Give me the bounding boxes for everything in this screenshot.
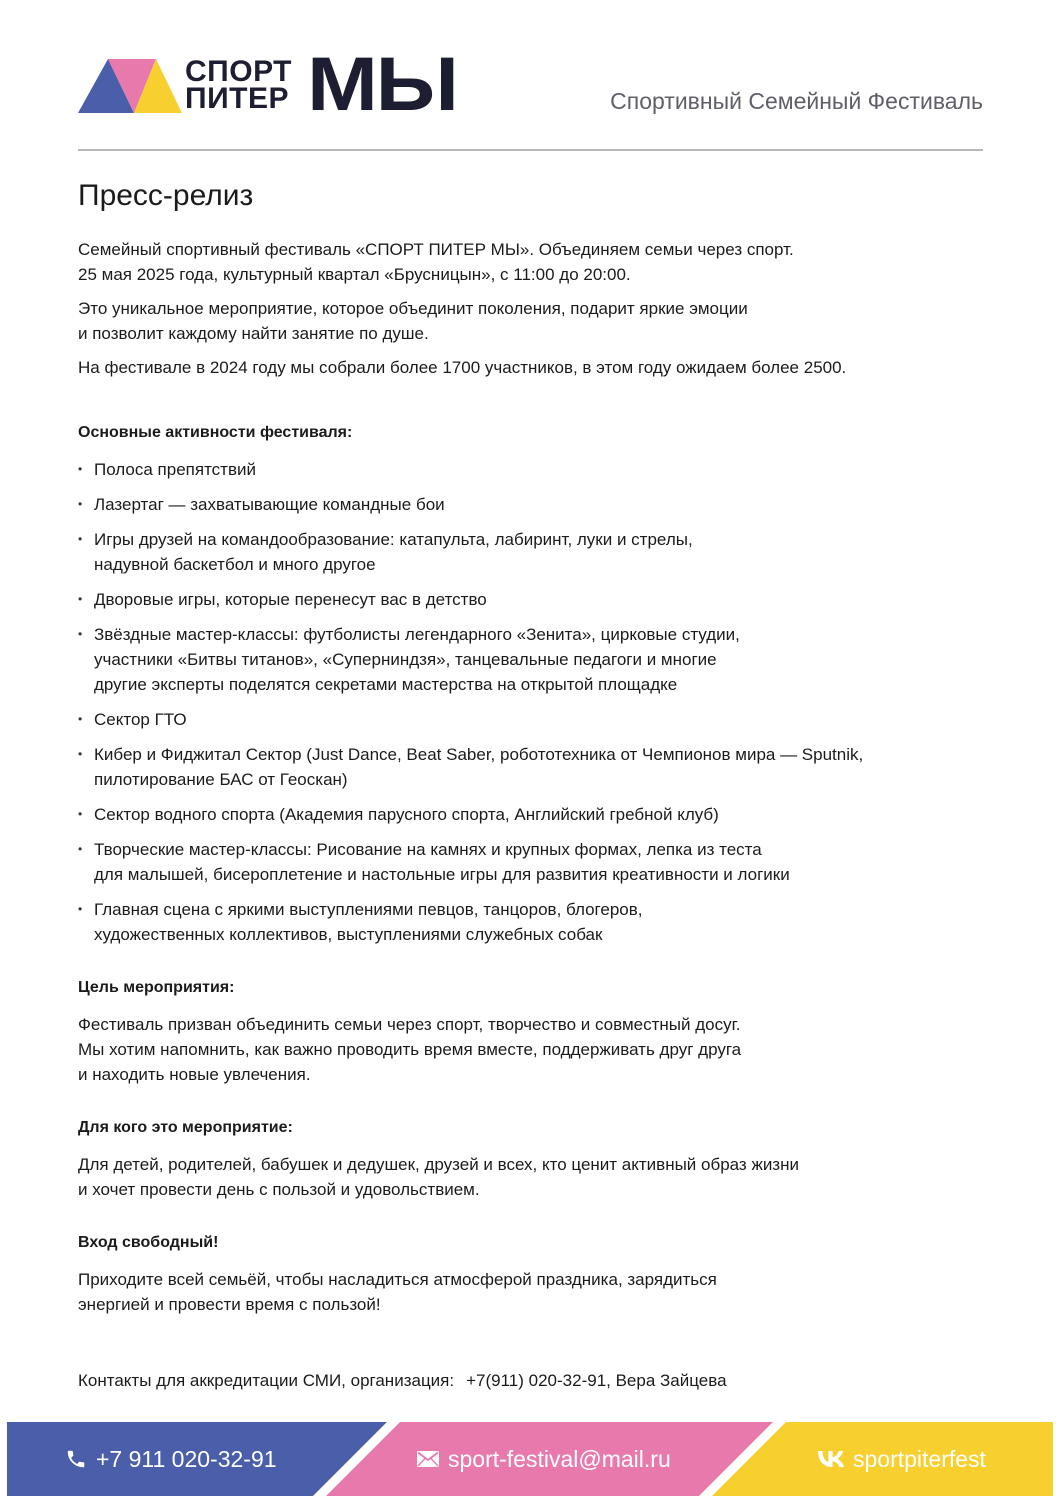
intro-paragraph-1 [78, 237, 983, 287]
press-contacts [78, 1368, 983, 1393]
festival-tagline: Спортивный Семейный Фестиваль [610, 88, 983, 114]
activity-item [78, 802, 983, 827]
activity-item-line: пилотирование БАС от Геоскан) [94, 770, 348, 789]
footer-vk[interactable] [818, 1422, 986, 1496]
goal-line-3: и находить новые увлечения. [78, 1065, 311, 1084]
activity-item [78, 742, 983, 792]
logo-text-sport: СПОРТ [185, 55, 293, 88]
intro-paragraph-2 [78, 296, 983, 346]
entry-heading: Вход свободный! [78, 1234, 219, 1251]
contacts-value[interactable]: +7(911) 020-32-91, Вера Зайцева [466, 1371, 727, 1390]
contact-footer [7, 1422, 1053, 1496]
audience-line-1: Для детей, родителей, бабушек и дедушек, друзей и всех, кто ценит активный образ жизни [78, 1155, 799, 1174]
goal-line-1: Фестиваль призван объединить семьи через спорт, творчество и совместный досуг. [78, 1015, 741, 1034]
entry-line-2: энергией и провести время с пользой! [78, 1295, 381, 1314]
activity-item-line: Сектор водного спорта (Академия парусного спорта, Английский гребной клуб) [94, 805, 719, 824]
intro-line-2: 25 мая 2025 года, культурный квартал «Брусницын», с 11:00 до 20:00. [78, 265, 631, 284]
intro-line-1: Семейный спортивный фестиваль «СПОРТ ПИТЕР МЫ». Объединяем семьи через спорт. [78, 240, 794, 259]
logo-text-my: МЫ [307, 42, 457, 127]
activity-item-line: Лазертаг — захватывающие командные бои [94, 495, 445, 514]
activity-item [78, 492, 983, 517]
activity-item-line: художественных коллективов, выступлениями служебных собак [94, 925, 603, 944]
footer-phone-text: +7 911 020-32-91 [96, 1445, 277, 1472]
activities-list [78, 457, 983, 947]
vk-icon [818, 1451, 844, 1467]
press-release-body [78, 175, 983, 1402]
activity-item-line: Творческие мастер-классы: Рисование на камнях и крупных формах, лепка из теста [94, 840, 762, 859]
intro-line-3: Это уникальное мероприятие, которое объединит поколения, подарит яркие эмоции [78, 299, 748, 318]
intro-line-5: На фестивале в 2024 году мы собрали более 1700 участников, в этом году ожидаем более 2500. [78, 358, 847, 377]
activity-item-line: для малышей, бисероплетение и настольные игры для развития креативности и логики [94, 865, 790, 884]
header-divider [78, 149, 983, 151]
activity-item [78, 527, 983, 577]
audience-heading: Для кого это мероприятие: [78, 1119, 293, 1136]
activity-item-line: Дворовые игры, которые перенесут вас в детство [94, 590, 487, 609]
activity-item-line: Главная сцена с яркими выступлениями певцов, танцоров, блогеров, [94, 900, 643, 919]
audience-line-2: и хочет провести день с пользой и удовольствием. [78, 1180, 480, 1199]
footer-phone[interactable] [65, 1422, 277, 1496]
logo-triangles-icon [78, 59, 182, 113]
goal-line-2: Мы хотим напомнить, как важно проводить время вместе, поддерживать друг друга [78, 1040, 742, 1059]
intro-line-4: и позволит каждому найти занятие по душе. [78, 324, 429, 343]
mail-icon [417, 1451, 439, 1467]
logo-text-piter: ПИТЕР [185, 82, 289, 115]
activity-item-line: Сектор ГТО [94, 710, 187, 729]
entry-paragraph [78, 1267, 983, 1317]
activity-item-line: Полоса препятствий [94, 460, 256, 479]
goal-paragraph [78, 1012, 983, 1087]
activity-item-line: Звёздные мастер-классы: футболисты легендарного «Зенита», цирковые студии, [94, 625, 740, 644]
activity-item [78, 457, 983, 482]
activity-item [78, 837, 983, 887]
goal-heading: Цель мероприятия: [78, 979, 235, 996]
activities-heading: Основные активности фестиваля: [78, 424, 353, 441]
contacts-label: Контакты для аккредитации СМИ, организация: [78, 1371, 455, 1390]
activity-item-line: Кибер и Фиджитал Сектор (Just Dance, Beat Saber, робототехника от Чемпионов мира — Sputnik, [94, 745, 864, 764]
footer-email-text: sport-festival@mail.ru [448, 1445, 671, 1472]
audience-paragraph [78, 1152, 983, 1202]
activity-item [78, 622, 983, 697]
activity-item [78, 897, 983, 947]
activity-item-line: другие эксперты поделятся секретами мастерства на открытой площадке [94, 675, 678, 694]
footer-email[interactable] [417, 1422, 671, 1496]
activity-item-line: участники «Битвы титанов», «Суперниндзя», танцевальные педагоги и многие [94, 650, 717, 669]
page-header [78, 42, 983, 127]
activity-item-line: надувной баскетбол и много другое [94, 555, 376, 574]
activity-item [78, 587, 983, 612]
entry-line-1: Приходите всей семьёй, чтобы насладиться атмосферой праздника, зарядиться [78, 1270, 717, 1289]
activity-item-line: Игры друзей на командообразование: катапульта, лабиринт, луки и стрелы, [94, 530, 693, 549]
footer-vk-text: sportpiterfest [853, 1445, 986, 1472]
phone-icon [65, 1448, 87, 1470]
page-title: Пресс-релиз [78, 179, 254, 212]
intro-paragraph-3 [78, 355, 983, 380]
activity-item [78, 707, 983, 732]
sport-piter-my-logo [78, 42, 457, 127]
